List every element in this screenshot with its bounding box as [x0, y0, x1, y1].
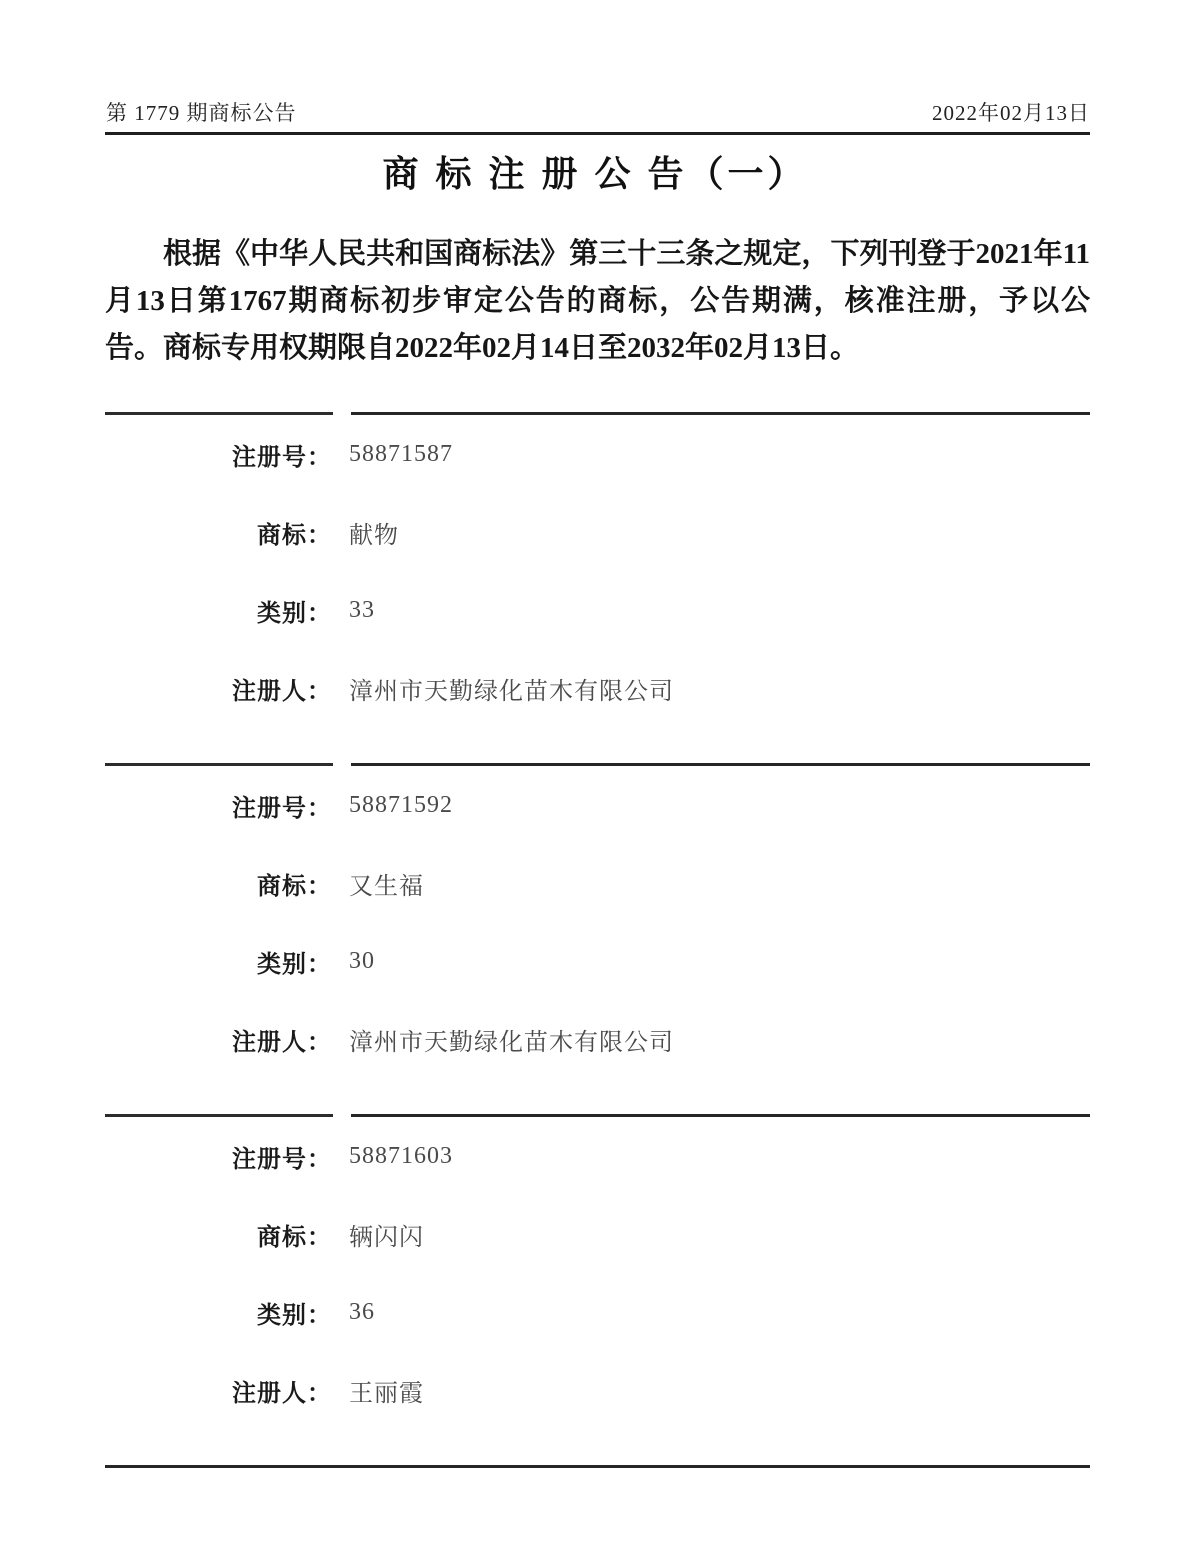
record-field-trademark [105, 493, 1090, 571]
field-value: 王丽霞 [349, 1380, 424, 1407]
field-label: 注册号： [232, 444, 332, 471]
header-issue-title: 第 1779 期商标公告 [106, 101, 297, 125]
record-field-category [105, 1273, 1090, 1351]
record-separator [105, 1114, 1090, 1117]
page-title: 商 标 注 册 公 告（一） [382, 154, 808, 194]
header-rule [105, 132, 1090, 135]
field-value: 58871587 [349, 440, 453, 467]
field-value: 漳州市天勤绿化苗木有限公司 [349, 678, 674, 705]
record-field-trademark [105, 1195, 1090, 1273]
field-label: 类别： [257, 600, 332, 627]
field-label: 注册人： [232, 1029, 332, 1056]
record-field-category [105, 571, 1090, 649]
field-label: 注册人： [232, 1380, 332, 1407]
record-entry [105, 1117, 1090, 1465]
separator-gap [333, 412, 351, 415]
field-label: 注册人： [232, 678, 332, 705]
field-label: 商标： [257, 1224, 332, 1251]
field-label: 商标： [257, 873, 332, 900]
record-field-registrant [105, 1351, 1090, 1429]
field-label: 商标： [257, 522, 332, 549]
field-value: 58871603 [349, 1142, 453, 1169]
field-value: 58871592 [349, 791, 453, 818]
records-list [105, 412, 1090, 1468]
separator-gap [333, 763, 351, 766]
header-date: 2022年02月13日 [932, 101, 1090, 125]
field-value: 献物 [349, 522, 399, 549]
record-separator [105, 763, 1090, 766]
bottom-rule [105, 1465, 1090, 1468]
separator-segment [105, 1114, 333, 1117]
record-field-registrant [105, 1000, 1090, 1078]
record-separator [105, 412, 1090, 415]
record-field-category [105, 922, 1090, 1000]
separator-segment [351, 412, 1090, 415]
field-value: 漳州市天勤绿化苗木有限公司 [349, 1029, 674, 1056]
separator-segment [105, 763, 333, 766]
record-field-trademark [105, 844, 1090, 922]
separator-segment [351, 763, 1090, 766]
page-header [106, 97, 1090, 127]
record-field-reg-no [105, 1117, 1090, 1195]
field-value: 又生福 [349, 873, 424, 900]
record-field-reg-no [105, 766, 1090, 844]
record-entry [105, 766, 1090, 1114]
record-field-reg-no [105, 415, 1090, 493]
separator-segment [105, 412, 333, 415]
field-label: 类别： [257, 951, 332, 978]
field-label: 类别： [257, 1302, 332, 1329]
field-value: 36 [349, 1298, 375, 1325]
field-label: 注册号： [232, 795, 332, 822]
field-value: 30 [349, 947, 375, 974]
record-entry [105, 415, 1090, 763]
intro-paragraph: 根据《中华人民共和国商标法》第三十三条之规定，下列刊登于2021年11月13日第1767期商标初步审定公告的商标，公告期满，核准注册，予以公告。商标专用权期限自2022年02月14日至2032年02月13日。 [105, 238, 1090, 364]
separator-segment [351, 1114, 1090, 1117]
record-field-registrant [105, 649, 1090, 727]
field-label: 注册号： [232, 1146, 332, 1173]
field-value: 33 [349, 596, 375, 623]
field-value: 辆闪闪 [349, 1224, 424, 1251]
separator-gap [333, 1114, 351, 1117]
